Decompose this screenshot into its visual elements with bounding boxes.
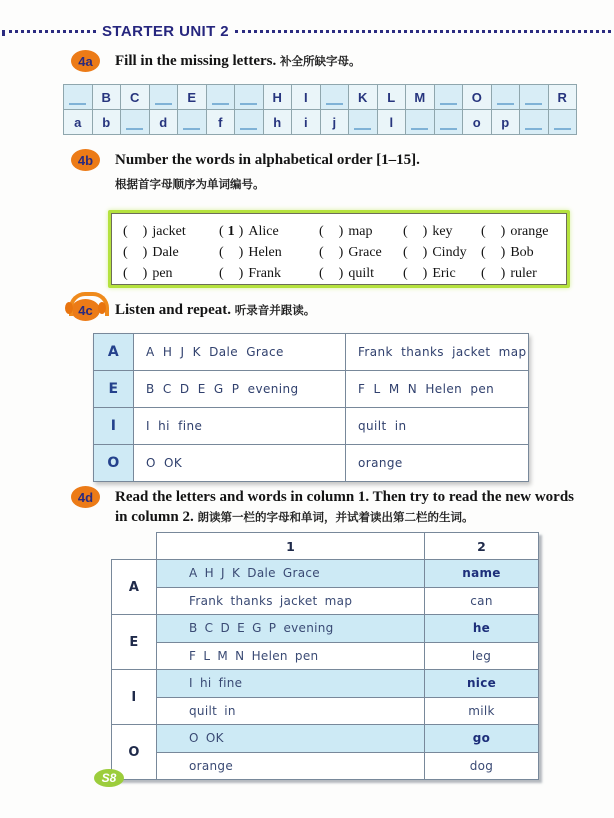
missing-letter-cell <box>150 85 178 109</box>
missing-letter-cell <box>64 85 92 109</box>
letter-cell <box>64 110 92 134</box>
paren-open: ( <box>123 223 128 239</box>
section-4c-title <box>115 299 315 321</box>
letter: a <box>74 114 82 130</box>
section-4b-title-en: Number the words in alphabetical order [1–15]. <box>115 152 420 168</box>
blank-line <box>525 128 542 130</box>
letter-cell <box>93 85 121 109</box>
column2-word: he <box>425 615 539 643</box>
missing-letter-cell <box>435 110 463 134</box>
page-number-badge: S8 <box>94 769 124 787</box>
letter: K <box>358 89 368 105</box>
table-row <box>112 587 539 615</box>
section-4b-title <box>115 149 420 195</box>
section-4d-title <box>115 486 585 528</box>
letter: d <box>159 114 168 130</box>
column2-word: milk <box>425 697 539 725</box>
vowel-letter: E <box>94 371 134 408</box>
paren-open: ( <box>481 265 486 281</box>
paren-close: ) <box>422 265 428 281</box>
paren-close: ) <box>142 244 148 260</box>
letter: C <box>130 89 140 105</box>
table-row <box>112 670 539 698</box>
word-item <box>403 263 481 284</box>
letter: R <box>557 89 567 105</box>
word-item <box>319 263 403 284</box>
word: Frank <box>248 265 282 281</box>
paren-open: ( <box>481 223 486 239</box>
letter-cell <box>463 110 491 134</box>
missing-letter-cell <box>435 85 463 109</box>
blank-line <box>440 103 457 105</box>
words-group-2: orange <box>346 445 529 482</box>
vowel-letter: A <box>112 560 157 615</box>
letter-cell <box>292 85 320 109</box>
section-4d-title-zh: 朗读第一栏的字母和单词，并试着读出第二栏的生词。 <box>197 512 474 524</box>
table-row <box>94 445 529 482</box>
missing-letter-cell <box>520 85 548 109</box>
word-item <box>319 221 403 242</box>
missing-letter-cell <box>520 110 548 134</box>
section-4b-badge: 4b <box>71 149 100 171</box>
missing-letter-cell <box>235 85 263 109</box>
blank-line <box>440 128 457 130</box>
section-4d-badge: 4d <box>71 486 100 508</box>
column1-words: I hi fine <box>157 670 425 698</box>
section-4c-title-en: Listen and repeat. <box>115 302 231 318</box>
paren-open: ( <box>219 244 224 260</box>
blank-line <box>183 128 200 130</box>
paren-close: ) <box>422 244 428 260</box>
column2-word: name <box>425 560 539 588</box>
word-item <box>123 221 219 242</box>
column1-words: F L M N Helen pen <box>157 642 425 670</box>
blank-line <box>354 128 371 130</box>
paren-close: ) <box>238 265 244 281</box>
paren-open: ( <box>123 244 128 260</box>
missing-letter-cell <box>235 110 263 134</box>
table-header-row <box>112 533 539 560</box>
word: Grace <box>348 244 382 260</box>
paren-open: ( <box>403 265 408 281</box>
letter-cell <box>492 110 520 134</box>
section-4b-header <box>71 149 420 195</box>
table-row <box>112 752 539 780</box>
section-4a-title-zh: 补全所缺字母。 <box>280 56 361 68</box>
paren-close: ) <box>142 223 148 239</box>
column1-words: Frank thanks jacket map <box>157 587 425 615</box>
letter-cell <box>121 85 149 109</box>
table-row <box>112 560 539 588</box>
column2-word: leg <box>425 642 539 670</box>
word-item <box>403 242 481 263</box>
paren-open: ( <box>319 223 324 239</box>
vowel-letter: I <box>112 670 157 725</box>
letter: E <box>187 89 197 105</box>
alphabet-grid <box>63 84 577 135</box>
blank-line <box>554 128 571 130</box>
paren-open: ( <box>123 265 128 281</box>
letter-cell <box>321 110 349 134</box>
letter-cell <box>406 85 434 109</box>
word: Helen <box>248 244 282 260</box>
word-grid <box>123 221 555 284</box>
column1-words: orange <box>157 752 425 780</box>
paren-close: ) <box>338 265 344 281</box>
blank-line <box>411 128 428 130</box>
paren-open: ( <box>319 244 324 260</box>
letter: o <box>472 114 481 130</box>
word-item <box>123 263 219 284</box>
letter-cell <box>207 110 235 134</box>
blank-line <box>212 103 229 105</box>
column2-header: 2 <box>425 533 539 560</box>
letter: f <box>218 114 223 130</box>
missing-letter-cell <box>492 85 520 109</box>
letter: M <box>414 89 426 105</box>
word: Cindy <box>432 244 467 260</box>
section-4a-badge-wrap <box>71 50 100 72</box>
table-row <box>94 334 529 371</box>
word: jacket <box>152 223 186 239</box>
missing-letter-cell <box>549 110 577 134</box>
vowel-letter: I <box>94 408 134 445</box>
letter: l <box>389 114 394 130</box>
word-box <box>108 210 570 288</box>
word-item <box>219 242 319 263</box>
paren-close: ) <box>500 265 506 281</box>
headphones-ear-left <box>65 302 73 314</box>
word-item <box>481 242 555 263</box>
word-item <box>481 263 555 284</box>
blank-line <box>69 103 86 105</box>
section-4d-badge-wrap <box>71 486 100 508</box>
column2-word: nice <box>425 670 539 698</box>
section-4a-title-en: Fill in the missing letters. <box>115 53 277 69</box>
letter: H <box>272 89 282 105</box>
column1-words: quilt in <box>157 697 425 725</box>
words-group-2: Frank thanks jacket map <box>346 334 529 371</box>
word: quilt <box>348 265 375 281</box>
column1-words: A H J K Dale Grace <box>157 560 425 588</box>
column1-words: O OK <box>157 725 425 753</box>
blank-line <box>497 103 514 105</box>
words-group-1: A H J K Dale Grace <box>134 334 346 371</box>
words-group-1: O OK <box>134 445 346 482</box>
letter: p <box>501 114 510 130</box>
word-item <box>403 221 481 242</box>
section-4b-title-zh: 根据首字母顺序为单词编号。 <box>115 179 265 191</box>
table-row <box>112 642 539 670</box>
missing-letter-cell <box>321 85 349 109</box>
column1-header: 1 <box>157 533 425 560</box>
missing-letter-cell <box>406 110 434 134</box>
letter-cell <box>549 85 577 109</box>
words-group-1: I hi fine <box>134 408 346 445</box>
word: key <box>432 223 453 239</box>
headphones-ear-right <box>98 302 106 314</box>
blank-line <box>326 103 343 105</box>
paren-close: ) <box>238 244 244 260</box>
vowel-letter: A <box>94 334 134 371</box>
dotted-rule-right <box>235 30 611 33</box>
paren-close: ) <box>338 223 344 239</box>
paren-open: ( <box>219 265 224 281</box>
paren-close: ) <box>422 223 428 239</box>
word: Eric <box>432 265 456 281</box>
paren-open: ( <box>481 244 486 260</box>
column2-word: can <box>425 587 539 615</box>
blank-line <box>155 103 172 105</box>
word: orange <box>510 223 549 239</box>
column2-word: dog <box>425 752 539 780</box>
paren-open: ( <box>403 223 408 239</box>
section-4a-badge: 4a <box>71 50 100 72</box>
missing-letter-cell <box>178 110 206 134</box>
word: pen <box>152 265 173 281</box>
word: ruler <box>510 265 537 281</box>
paren-open: ( <box>403 244 408 260</box>
paren-open: ( <box>319 265 324 281</box>
table-row <box>94 371 529 408</box>
paren-open: ( <box>219 223 224 239</box>
paren-close: ) <box>142 265 148 281</box>
words-group-2: F L M N Helen pen <box>346 371 529 408</box>
section-4c-badge: 4c <box>71 299 100 321</box>
word: Bob <box>510 244 534 260</box>
table-row <box>112 725 539 753</box>
words-group-2: quilt in <box>346 408 529 445</box>
section-4b-badge-wrap <box>71 149 100 171</box>
section-4d-header <box>71 486 585 528</box>
listen-repeat-table <box>93 333 529 482</box>
order-number: 1 <box>227 223 235 239</box>
vowel-letter: O <box>94 445 134 482</box>
unit-title: STARTER UNIT 2 <box>102 22 229 40</box>
word: Alice <box>248 223 279 239</box>
table-row <box>94 408 529 445</box>
unit-header <box>2 23 611 39</box>
blank-line <box>525 103 542 105</box>
section-4a-title <box>115 50 361 72</box>
column1-words: B C D E G P evening <box>157 615 425 643</box>
letter: i <box>303 114 308 130</box>
missing-letter-cell <box>207 85 235 109</box>
letter-cell <box>264 85 292 109</box>
letter: O <box>471 89 482 105</box>
section-4a-header <box>71 50 361 72</box>
blank-line <box>240 103 257 105</box>
word-item <box>319 242 403 263</box>
words-group-1: B C D E G P evening <box>134 371 346 408</box>
paren-close: ) <box>500 244 506 260</box>
section-4c-header <box>71 299 315 321</box>
header-spacer <box>112 533 157 560</box>
table-row <box>112 697 539 725</box>
read-columns-table <box>111 532 539 780</box>
dotted-rule-left <box>2 30 96 33</box>
word-item <box>123 242 219 263</box>
section-4c-badge-wrap <box>71 299 100 321</box>
letter: b <box>102 114 111 130</box>
word-item <box>481 221 555 242</box>
letter-cell <box>150 110 178 134</box>
letter-cell <box>349 85 377 109</box>
column2-word: go <box>425 725 539 753</box>
paren-close: ) <box>238 223 244 239</box>
letter: I <box>303 89 308 105</box>
word-item <box>219 221 319 242</box>
word-item <box>219 263 319 284</box>
paren-close: ) <box>338 244 344 260</box>
letter: B <box>101 89 111 105</box>
letter-cell <box>264 110 292 134</box>
letter: j <box>332 114 337 130</box>
letter-cell <box>178 85 206 109</box>
letter-cell <box>93 110 121 134</box>
letter-cell <box>378 85 406 109</box>
paren-close: ) <box>500 223 506 239</box>
letter: L <box>387 89 396 105</box>
missing-letter-cell <box>121 110 149 134</box>
vowel-letter: O <box>112 725 157 780</box>
letter-cell <box>292 110 320 134</box>
section-4d-title-en: Read the letters and words in column 1. Then try to read the new words in column 2. <box>115 489 575 525</box>
word: Dale <box>152 244 179 260</box>
vowel-letter: E <box>112 615 157 670</box>
missing-letter-cell <box>349 110 377 134</box>
letter: h <box>273 114 282 130</box>
letter-cell <box>378 110 406 134</box>
section-4c-title-zh: 听录音并跟读。 <box>234 305 316 317</box>
blank-line <box>240 128 257 130</box>
table-row <box>112 615 539 643</box>
blank-line <box>126 128 143 130</box>
word: map <box>348 223 373 239</box>
letter-cell <box>463 85 491 109</box>
